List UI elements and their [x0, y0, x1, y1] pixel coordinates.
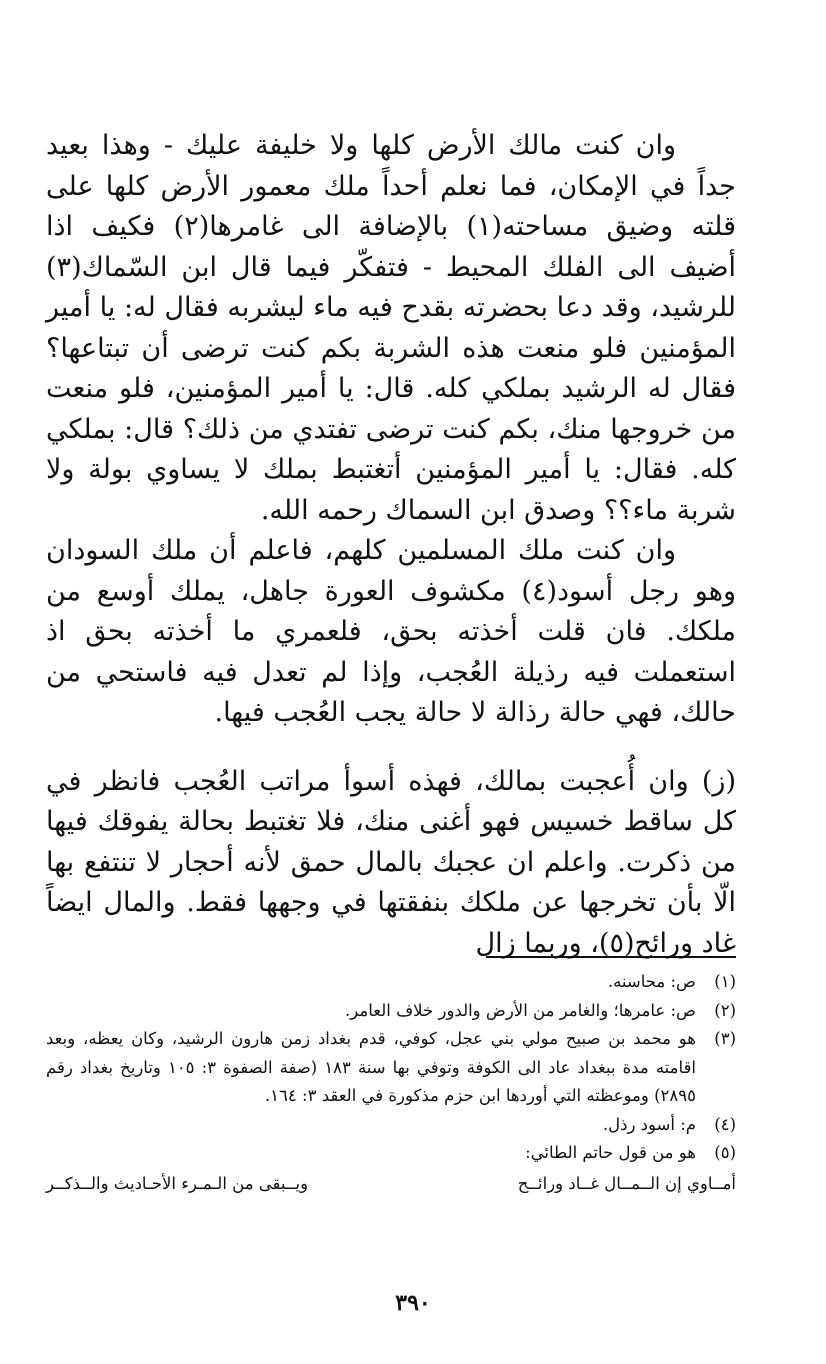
- footnote-text: م: أسود رذل.: [602, 1114, 696, 1134]
- paragraph: (ز) وان أُعجبت بمالك، فهذه أسوأ مراتب العُجب فانظر في كل ساقط خسيس فهو أغنى منك، فلا تغتبط بحالة يفوقك فيها من ذكرت. واعلم ان عجبك بالمال حمق لأنه أحجار لا تنتفع بها الّا بأن تخرجها عن ملكك بنفقتها في وجهها فقط. والمال ايضاً غاد ورائح(٥)، وربما زال: [46, 765, 736, 959]
- footnotes: [46, 968, 736, 1198]
- footnote: [46, 968, 736, 997]
- paragraph: وان كنت ملك المسلمين كلهم، فاعلم أن ملك السودان وهو رجل أسود(٤) مكشوف العورة جاهل، يملك أوسع من ملكك. فان قلت أخذته بحق، فلعمري ما أخذته بحق اذ استعملت فيه رذيلة العُجب، وإذا لم تعدل فيه فاستحي من حالك، فهي حالة رذالة لا حالة يجب العُجب فيها.: [46, 535, 737, 728]
- footnote-text: هو محمد بن صبيح مولي بني عجل، كوفي، قدم بغداد زمن هارون الرشيد، وكان يعظه، وبعد اقامته مدة ببغداد عاد الى الكوفة وتوفي بها سنة ١٨٣ (صفة الصفوة ٣: ١٠٥ وتاريخ بغداد رقم ٢٨٩٥) وموعظته التي أوردها ابن حزم مذكورة في العقد ٣: ١٦٤.: [46, 1029, 696, 1105]
- footnote-text: ص: عامرها؛ والغامر من الأرض والدور خلاف العامر.: [345, 1000, 696, 1020]
- main-text: [46, 126, 736, 964]
- footnote-number: (١): [714, 972, 736, 991]
- footnote-number: (٤): [714, 1114, 736, 1134]
- footnote: [46, 1025, 736, 1111]
- footnote: [46, 1111, 736, 1140]
- poem-verse: [46, 1170, 736, 1199]
- poem-hemistich-second: ويــبقى من الـمـرء الأحـاديث والــذكــر: [46, 1173, 309, 1193]
- footnote-number: (٣): [714, 1029, 736, 1048]
- footnote-number: (٥): [714, 1143, 736, 1162]
- footnote-text: هو من قول حاتم الطائي:: [525, 1143, 696, 1162]
- footnote-number: (٢): [714, 1000, 736, 1020]
- poem-hemistich-first: أمــاوي إن الــمــال غــاد ورائــح: [517, 1173, 736, 1193]
- footnote: [46, 1139, 736, 1168]
- footnote-separator: [486, 956, 736, 958]
- footnote: [46, 997, 736, 1026]
- page-number: ٣٩٠: [395, 1290, 431, 1316]
- footnote-text: ص: محاسنه.: [607, 972, 696, 991]
- paragraph: وان كنت مالك الأرض كلها ولا خليفة عليك - وهذا بعيد جداً في الإمكان، فما نعلم أحداً ملك معمور الأرض كلها على قلته وضيق مساحته(١) بالإضافة الى غامرها(٢) فكيف اذا أضيف الى الفلك المحيط - فتفكّر فيما قال ابن السّماك(٣) للرشيد، وقد دعا بحضرته بقدح فيه ماء ليشربه فقال له: يا أمير المؤمنين فلو منعت هذه الشربة بكم كنت ترضى أن تبتاعها؟ فقال له الرشيد بملكي كله. قال: يا أمير المؤمنين، فلو منعت من خروجها منك، بكم كنت ترضى تفتدي من ذلك؟ قال: بملكي كله. فقال: يا أمير المؤمنين أتغتبط بملك لا يساوي بولة ولا شربة ماء؟؟ وصدق ابن السماك رحمه الله.: [46, 130, 736, 526]
